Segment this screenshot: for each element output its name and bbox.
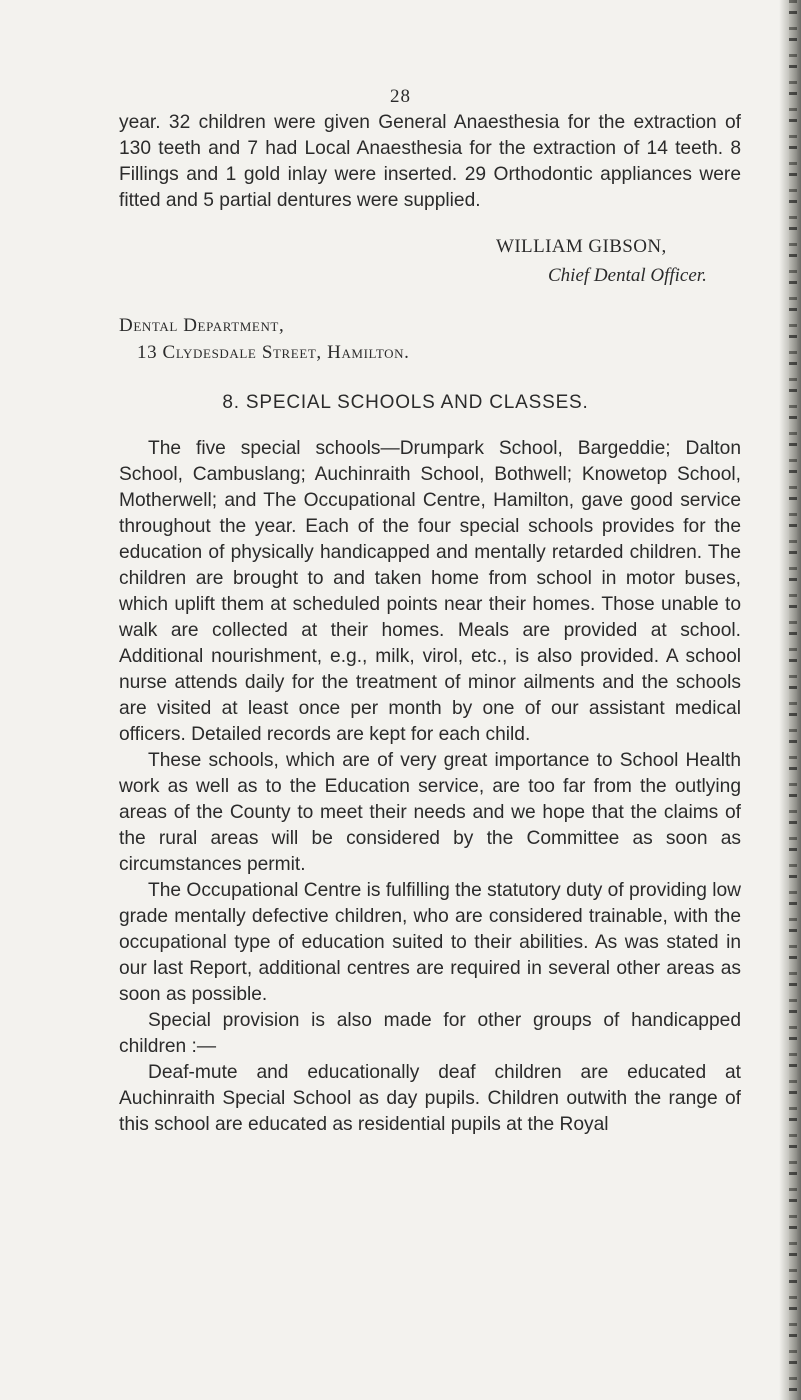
signature-name: WILLIAM GIBSON, (496, 236, 667, 257)
body-paragraph-2-text: These schools, which are of very great importance to School Health work as well as to the Education service, are too far from the outlying areas of the County to meet their needs and we hope that the claims of the rural areas will be considered by the Committee as soon as circumstances permit. (119, 750, 741, 875)
body-paragraph-1-text: The five special schools—Drumpark School, Bargeddie; Dalton School, Cambuslang; Auchinraith School, Bothwell; Knowetop School, Motherwell; and The Occupational Centre, Hamilton, gave good service throughout the year. Each of the four special schools provides for the education of physically handicapped and mentally retarded children. The children are brought to and taken home from school in motor buses, which uplift them at scheduled points near their homes. Those unable to walk are collected at their homes. Meals are provided at school. Additional nourishment, e.g., milk, virol, etc., is also provided. A school nurse attends daily for the treatment of minor ailments and the schools are visited at least once per month by one of our assistant medical officers. Detailed records are kept for each child. (119, 438, 741, 745)
body-paragraph-1 (119, 436, 741, 748)
intro-paragraph-text: year. 32 children were given General Anaesthesia for the extraction of 130 teeth and 7 had Local Anaesthesia for the extraction of 14 teeth. 8 Fillings and 1 gold inlay were inserted. 29 Orthodontic appliances were fitted and 5 partial dentures were supplied. (119, 112, 741, 211)
signature-title: Chief Dental Officer. (548, 265, 707, 286)
body-paragraph-4-text: Special provision is also made for other groups of handicapped children :— (119, 1010, 741, 1057)
page-number: 28 (390, 86, 411, 107)
body-paragraph-2 (119, 748, 741, 878)
body-paragraph-3 (119, 878, 741, 1008)
address-line-1: Dental Department, (119, 315, 285, 336)
body-paragraph-5 (119, 1060, 741, 1138)
body-paragraph-3-text: The Occupational Centre is fulfilling the statutory duty of providing low grade mentally defective children, who are considered trainable, with the occupational type of education suited to their abilities. As was stated in our last Report, additional centres are required in several other areas as soon as possible. (119, 880, 741, 1005)
body-paragraph-5-text: Deaf-mute and educationally deaf children are educated at Auchinraith Special School as day pupils. Children outwith the range of this school are educated as residential pupils at the Royal (119, 1062, 741, 1135)
intro-paragraph (119, 110, 741, 214)
address-line-2: 13 Clydesdale Street, Hamilton. (137, 342, 410, 363)
scanned-page-edge-texture (789, 0, 797, 1400)
body-paragraph-4 (119, 1008, 741, 1060)
section-heading: 8. SPECIAL SCHOOLS AND CLASSES. (222, 392, 589, 413)
